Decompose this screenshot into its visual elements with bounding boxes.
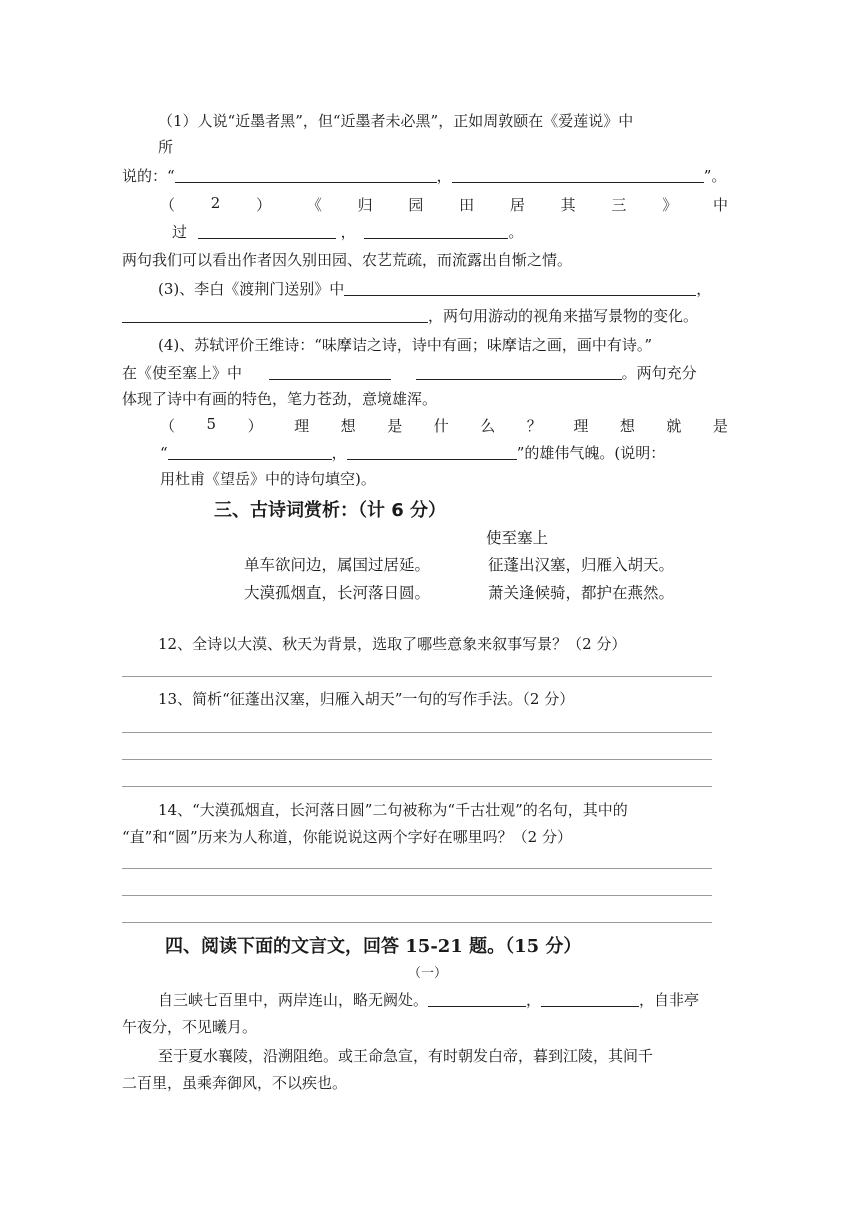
q2-char: 田 [459,196,475,214]
q3-blank-2[interactable] [122,306,428,323]
q1-blank-2[interactable] [452,166,704,183]
poem-line-1a: 单车欲问边，属国过居延。 [244,556,431,574]
answer-line[interactable] [122,868,712,869]
q4-line1: (4)、苏轼评价王维诗：“味摩诘之诗，诗中有画；味摩诘之画，画中有诗。” [158,336,653,354]
q5-char: （ [160,417,176,435]
passage-text: ，自非亭 [639,991,700,1009]
q1-comma: ， [436,167,452,185]
passage-text: 自三峡七百里中，两岸连山，略无阙处。 [158,991,429,1009]
q1-prefix: 说的：“ [122,167,175,185]
q1-suffix: ”。 [703,167,727,185]
q2-char: 其 [560,196,576,214]
q3-blank-1[interactable] [344,279,696,296]
q3-suffix: ，两句用游动的视角来描写景物的变化。 [428,307,699,325]
q1-line3 [122,165,726,186]
q4-line2 [122,362,697,383]
q5-open-quote: “ [160,444,168,462]
q3-prefix: (3)、李白《渡荆门送别》中 [158,280,345,298]
q2-char: 三 [611,196,627,214]
q1-blank-1[interactable] [175,166,437,183]
q2-pre: 过 [172,223,188,241]
q1-line1: （1）人说“近墨者黑”，但“近墨者未必黑”，正如周敦颐在《爱莲说》中 [158,112,634,130]
question-14-line2: “直”和“圆”历来为人称道，你能说说这两个字好在哪里吗？（2 分） [122,828,572,846]
q5-suffix: ”的雄伟气魄。(说明： [516,444,666,462]
q4-prefix: 在《使至塞上》中 [122,364,243,382]
q2-char: ） [256,196,272,214]
answer-line[interactable] [122,786,712,787]
q2-blank-1[interactable] [198,222,336,239]
q3-line1 [158,278,711,299]
poem-line-2b: 萧关逢候骑，都护在燕然。 [488,584,675,602]
answer-line[interactable] [122,676,712,677]
q3-line2 [122,305,698,326]
q2-line2 [172,221,523,242]
section4-subheading: （一） [408,966,448,981]
q4-line3: 体现了诗中有画的特色，笔力苍劲，意境雄浑。 [122,390,438,408]
section3-heading: 三、古诗词赏析：（计 6 分） [214,500,447,521]
passage-blank-1[interactable] [428,990,526,1007]
q2-char: （ [160,196,176,214]
q2-blank-2[interactable] [364,222,508,239]
q3-comma: ， [696,280,712,298]
q2-char: 归 [357,196,373,214]
q5-char: 是 [712,417,728,435]
passage-2-line1: 至于夏水襄陵，沿溯阻绝。或王命急宣，有时朝发白帝，暮到江陵，其间千 [158,1047,654,1065]
q1-line2: 所 [158,138,174,156]
answer-line[interactable] [122,922,712,923]
q5-comma: ， [331,444,347,462]
q5-line2 [160,442,665,463]
passage-1-line2: 午夜分，不见曦月。 [122,1018,258,1036]
q5-line3: 用杜甫《望岳》中的诗句填空)。 [160,470,376,488]
poem-line-2a: 大漠孤烟直，长河落日圆。 [244,584,431,602]
passage-comma: ， [526,991,542,1009]
q5-char: 么 [480,417,496,435]
q2-char: 》 [662,196,678,214]
q5-char: 想 [340,417,356,435]
q5-char: 是 [387,417,403,435]
poem-line-1b: 征蓬出汉塞，归雁入胡天。 [488,556,675,574]
q5-blank-2[interactable] [347,443,517,460]
poem-title: 使至塞上 [486,529,549,547]
q2-line3: 两句我们可以看出作者因久别田园、农艺荒疏，而流露出自惭之情。 [122,251,573,269]
answer-line[interactable] [122,759,712,760]
q2-char: 《 [306,196,322,214]
q2-end: 。 [508,223,524,241]
q5-blank-1[interactable] [168,443,332,460]
q5-char: ） [247,417,263,435]
q2-char: 2 [210,194,221,212]
q5-char: 什 [433,417,449,435]
q2-comma: ， [340,223,356,241]
q2-char: 居 [509,196,525,214]
q4-blank-1[interactable] [269,363,391,380]
q2-char: 园 [408,196,424,214]
q5-char: 5 [206,415,217,433]
q5-char: 就 [666,417,682,435]
question-12: 12、全诗以大漠、秋天为背景，选取了哪些意象来叙事写景？（2 分） [158,635,627,653]
question-14-line1: 14、“大漠孤烟直，长河落日圆”二句被称为“千古壮观”的名句，其中的 [158,801,628,819]
q2-char: 中 [712,196,728,214]
q5-char: 想 [619,417,635,435]
answer-line[interactable] [122,732,712,733]
q4-end: 。两句充分 [621,364,697,382]
section4-heading: 四、阅读下面的文言文，回答 15-21 题。（15 分） [165,936,582,957]
passage-1-line1 [158,989,699,1010]
answer-line[interactable] [122,895,712,896]
passage-blank-2[interactable] [541,990,639,1007]
q2-line1 [160,194,728,215]
q5-char: 理 [573,417,589,435]
q4-blank-2[interactable] [416,363,622,380]
q5-char: ？ [526,417,542,435]
question-13: 13、简析“征蓬出汉塞，归雁入胡天”一句的写作手法。（2 分） [158,690,575,708]
passage-2-line2: 二百里，虽乘奔御风，不以疾也。 [122,1074,348,1092]
q5-char: 理 [294,417,310,435]
q5-line1 [160,415,728,436]
